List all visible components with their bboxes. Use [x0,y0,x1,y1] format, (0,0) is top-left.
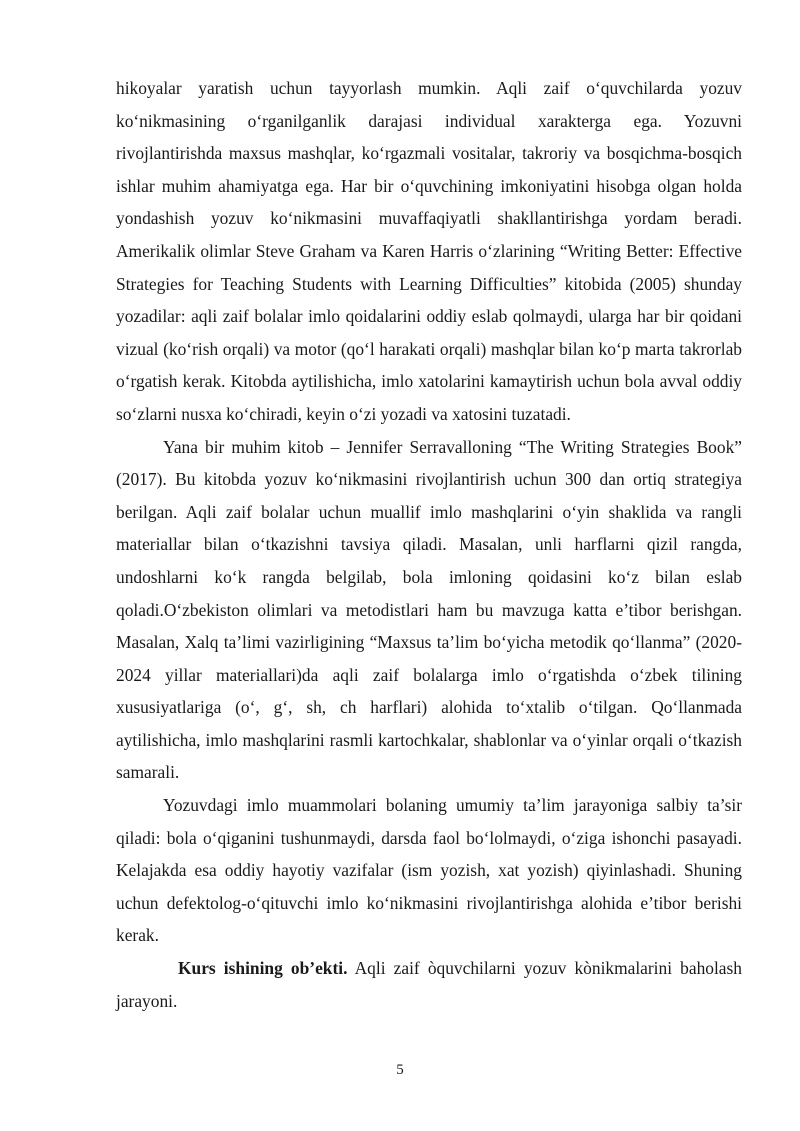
paragraph-2: Yana bir muhim kitob – Jennifer Serravalloning “The Writing Strategies Book” (2017). Bu kitobda yozuv ko‘nikmasini rivojlantirish uchun 300 dan ortiq strategiya berilgan. Aqli zaif bolalar uchun muallif imlo mashqlarini o‘yin shaklida va rangli materiallar bilan o‘tkazishni tavsiya qiladi. Masalan, unli harflarni qizil rangda, undoshlarni ko‘k rangda belgilab, bola imloning qoidasini ko‘z bilan eslab qoladi.O‘zbekiston olimlari va metodistlari ham bu mavzuga katta e’tibor berishgan. Masalan, Xalq ta’limi vazirligining “Maxsus ta’lim bo‘yicha metodik qo‘llanma” (2020-2024 yillar materiallari)da aqli zaif bolalarga imlo o‘rgatishda o‘zbek tilining xususiyatlariga (o‘, g‘, sh, ch harflari) alohida to‘xtalib o‘tilgan. Qo‘llanmada aytilishicha, imlo mashqlarini rasmli kartochkalar, shablonlar va o‘yinlar orqali o‘tkazish samarali. [116,436,742,783]
body-text [116,72,742,1017]
page-number: 5 [396,1062,404,1078]
section-object-text: Aqli zaif òquvchilarni yozuv kònikmalarini baholash jarayoni. [116,958,742,1011]
section-heading-object: Kurs ishining ob’ekti. [178,958,348,979]
paragraph-1: hikoyalar yaratish uchun tayyorlash mumkin. Aqli zaif o‘quvchilarda yozuv ko‘nikmasining o‘rganilganlik darajasi individual xarakterga ega. Yozuvni rivojlantirishda maxsus mashqlar, ko‘rgazmali vositalar, takroriy va bosqichma-bosqich ishlar muhim ahamiyatga ega. Har bir o‘quvchining imkoniyatini hisobga olgan holda yondashish yozuv ko‘nikmasini muvaffaqiyatli shakllantirishga yordam beradi. Amerikalik olimlar Steve Graham va Karen Harris o‘zlarining “Writing Better: Effective Strategies for Teaching Students with Learning Difficulties” kitobida (2005) shunday yozadilar: aqli zaif bolalar imlo qoidalarini oddiy eslab qolmaydi, ularga har bir qoidani vizual (ko‘rish orqali) va motor (qo‘l harakati orqali) mashqlar bilan ko‘p marta takrorlab o‘rgatish kerak. Kitobda aytilishicha, imlo xatolarini kamaytirish uchun bola avval oddiy so‘zlarni nusxa ko‘chiradi, keyin o‘zi yozadi va xatosini tuzatadi. [116,78,742,424]
paragraph-4 [116,952,742,1017]
paragraph-3: Yozuvdagi imlo muammolari bolaning umumiy ta’lim jarayoniga salbiy ta’sir qiladi: bola o‘qiganini tushunmaydi, darsda faol bo‘lolmaydi, o‘ziga ishonchi pasayadi. Kelajakda esa oddiy hayotiy vazifalar (ism yozish, xat yozish) qiyinlashadi. Shuning uchun defektolog-o‘qituvchi imlo ko‘nikmasini rivojlantirishga alohida e’tibor berishi kerak. [116,795,742,946]
